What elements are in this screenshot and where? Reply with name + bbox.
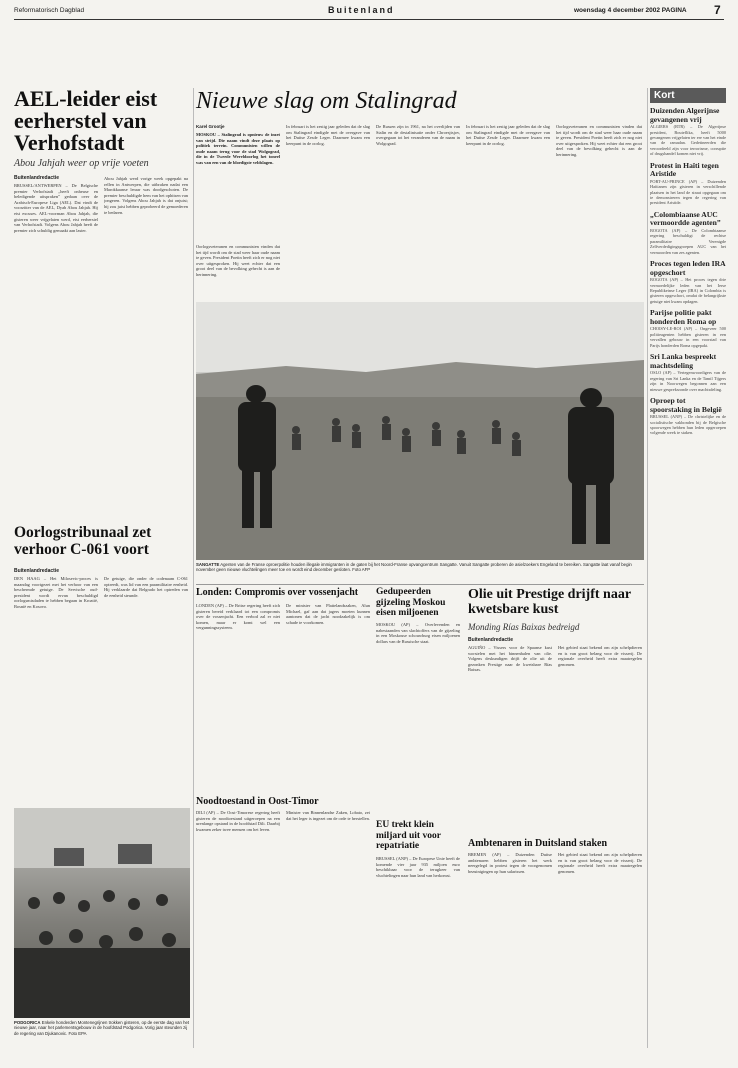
eu-body: BRUSSEL (ANP) – De Europese Unie heeft de komende vier jaar 935 miljoen euro beschikbaar voor de terugkeer van vluchtelingen naar hun land van herkomst. <box>376 856 460 878</box>
ambtenaren-headline: Ambtenaren in Duitsland staken <box>468 838 608 849</box>
kort-item <box>650 211 726 255</box>
stalingrad-column-1: Oorlogsveteranen en communisten vinden dat het tijd wordt om de stad weer haar oude naam te geven. President Poetin heeft zich er nog niet over uitgesproken. Hij weet echter dat een groot deel van de bevolking gehecht is aan de herinnering. <box>196 244 280 277</box>
podgorica-caption-label: PODGORICA <box>14 1020 41 1025</box>
gedupeerden-body: MOSKOU (AP) – Overlevenden en nabestaanden van slachtoffers van de gijzeling in een Moskouse schouwburg eisen miljoenen dollars van de Russische staat. <box>376 622 460 644</box>
kort-item-headline: Duizenden Algerijnse gevangenen vrij <box>650 106 720 124</box>
podgorica-photo-credit: Foto EPA <box>68 1030 87 1036</box>
date-page: woensdag 4 december 2002 PAGINA <box>574 7 687 14</box>
ambtenaren-column-2: Het gebied staat bekend om zijn schelpdieren en is van groot belang voor de visserij. De regionale overheid heeft extra maatregelen genomen. <box>558 852 642 874</box>
kort-item <box>650 309 726 348</box>
ambtenaren-column-1: BREMEN (AP) – Duizenden Duitse ambtenaren hebben gisteren het werk neergelegd in protest tegen de voorgenomen bezuinigingen op hun salarissen. <box>468 852 552 874</box>
kort-item <box>650 353 726 392</box>
stalingrad-column-5: Oorlogsveteranen en communisten vinden dat het tijd wordt om de stad weer haar oude naam te geven. President Poetin heeft zich er nog niet over uitgesproken. Hij weet echter dat een groot deel van de bevolking gehecht is aan de herinnering. <box>556 124 642 157</box>
stalingrad-lead: MOSKOU – Stalingrad is opnieuw de inzet van strijd. Die naam vindt deze plaats op politiek terrein. Communisten willen de oude naam terug voor de stad Wolgograd, die in de Tweede Wereldoorlog het toneel was van een van de bloedigste veldslagen. <box>196 132 280 165</box>
londen-column-1: LONDEN (AP) – De Britse regering heeft zich gisteren bereid verklaard tot een compromis over de vossenjacht. Een verbod zal er niet komen, maar er komt wel een vergunningssysteem. <box>196 603 280 631</box>
prestige-column-2: Het gebied staat bekend om zijn schelpdieren en is van groot belang voor de visserij. De regionale overheid heeft extra maatregelen genomen. <box>558 645 642 667</box>
section-rule <box>196 584 644 585</box>
stalingrad-headline: Nieuwe slag om Stalingrad <box>196 88 457 114</box>
sangatte-photo-credit: Foto AFP <box>352 567 371 573</box>
noodtoestand-column-2: Minister van Binnenlandse Zaken, Lobato, zei dat het leger is ingezet om de orde te herstellen. <box>286 810 370 821</box>
ael-column-1: BRUSSEL/ANTWERPEN – De Belgische premier Verhofstadt „heeft onheuse en beledigende uitspraken” gedaan over de Arabisch-Europese Liga (AEL). Dat vindt de voorzitter van de AEL, Dyab Abou Jahjah. Hij eist excuses. AEL-voorman Abou Jahjah, die gisteren weer vrijgelaten werd, eist eerherstel van Verhofstadt. Volgens Abou Jahjah heeft de premier zich schuldig gemaakt aan laster. <box>14 183 98 233</box>
ael-column-2: Abou Jahjah werd vorige week opgepakt na rellen in Antwerpen, die uitbraken nadat een Marokkaanse leraar was doodgeschoten. De premier beschuldigde hem van het ophitsen van jongeren. Volgens Abou Jahjah is dat onjuist; hij zou juist hebben geprobeerd de gemoederen te bedaren. <box>104 176 188 215</box>
kort-item-text: CHOISY-LE-ROI (AP) – Ongeveer 500 politieagenten hebben gisteren in een vervallen gebouw in een voorstad van Parijs honderden Roma opgepakt. <box>650 326 726 348</box>
sangatte-photo-scene <box>196 302 644 560</box>
kort-list <box>650 107 726 436</box>
kort-item-text: BOGOTA (AP) – Het proces tegen drie vermoedelijke leden van het Ierse Republikeinse Leger (IRA) in Colombia is gisteren opgeschort, omdat de belangrijkste getuige niet kwam opdagen. <box>650 277 726 304</box>
kort-item-headline: Proces tegen leden IRA opgeschort <box>650 259 726 277</box>
podgorica-caption-text: Enkele honderden Montenegrijnen trokken gisteren, op de eerste dag van het nieuwe jaar, naar het parlementsgebouw in de hoofdstad Podgorica. Vorig jaar steunden zij de regering van Djukanovic. <box>14 1020 190 1036</box>
masthead-rule <box>14 19 724 20</box>
prestige-kicker: Buitenlandredactie <box>468 637 514 643</box>
gedupeerden-headline: Gedupeerden gijzeling Moskou eisen miljoenen <box>376 587 446 618</box>
ael-headline: AEL-leider eist eerherstel van Verhofstadt <box>14 86 158 155</box>
kort-item-headline: Protest in Haïti tegen Aristide <box>650 160 719 179</box>
stalingrad-column-2: In februari is het zestig jaar geleden dat de slag om Stalingrad eindigde met de overgave van het Duitse Zesde Leger. Daarmee kwam een keerpunt in de oorlog. <box>286 124 370 146</box>
page-number: 7 <box>714 3 721 17</box>
kort-item-headline: Sri Lanka bespreekt machtsdeling <box>650 352 717 370</box>
eu-headline: EU trekt klein miljard uit voor repatriatie <box>376 820 441 851</box>
tribunaal-column-1: DEN HAAG – Het Milosevic-proces is maandag voortgezet met het verhoor van een beschermde getuige. De Servische oud-president wordt ervan beschuldigd oorlogsmisdaden te hebben begaan in Kroatië, Bosnië en Kosovo. <box>14 576 98 609</box>
tribunaal-kicker: Buitenlandredactie <box>14 568 60 574</box>
kort-item <box>650 397 726 436</box>
paper-name: Reformatorisch Dagblad <box>14 7 85 14</box>
sangatte-caption-text: Agenten van de Franse oproerpolitie houden illegale immigranten in de gaten bij het Noord-Franse opvangcentrum Sangatte. Vanuit Sangatte proberen de asielzoekers Engeland te bereiken. Sangatte laat vanaf begin november geen nieuwe vluchtelingen meer toe en wordt eind december gesloten. <box>196 562 632 573</box>
sangatte-caption <box>196 562 644 582</box>
stalingrad-column-4: In februari is het zestig jaar geleden dat de slag om Stalingrad eindigde met de overgave van het Duitse Zesde Leger. Daarmee kwam een keerpunt in de oorlog. <box>466 124 550 146</box>
kort-item <box>650 107 726 157</box>
stalingrad-column-3: De Russen zijn in 1961, na het overlijden van Stalin en de destalinisatie onder Chroesjtsjov, overgegaan tot het veranderen van de naam in Wolgograd. <box>376 124 460 146</box>
noodtoestand-headline: Noodtoestand in Oost-Timor <box>196 796 319 807</box>
tribunaal-column-2: De getuige, die onder de codenaam C-061 optreedt, was lid van een paramilitaire eenheid. Hij verklaarde dat Belgrado het optreden van de eenheid steunde. <box>104 576 188 598</box>
sangatte-caption-label: SANGATTE <box>196 562 220 567</box>
column-rule <box>647 88 648 1048</box>
kort-item-text: ALGIERS (RTR) – De Algerijnse president, Bouteflika, heeft 5000 gevangenen vrijgelaten ter ere van het einde van de ramadan. Gedetineerden die veroordeeld zijn voor terrorisme, corruptie of drugshandel komen niet vrij. <box>650 124 726 157</box>
kort-item-text: PORT-AU-PRINCE (AP) – Duizenden Haïtianen zijn gisteren in verschillende plaatsen in het land de straat opgegaan om te demonstreren tegen de regering van president Aristide. <box>650 178 726 206</box>
kort-item-headline: Oproep tot spoorstaking in België <box>650 395 722 414</box>
podgorica-caption <box>14 1020 190 1054</box>
kort-item <box>650 162 726 206</box>
noodtoestand-column-1: DILI (AP) – De Oost-Timorese regering heeft gisteren de noodtoestand uitgeroepen na een urenlange opstand in de hoofdstad Dili. Daarbij kwamen zeker twee mensen om het leven. <box>196 810 280 832</box>
tribunaal-headline: Oorlogstribunaal zet verhoor C-061 voort <box>14 524 152 558</box>
column-rule <box>193 88 194 1048</box>
podgorica-photo-scene <box>14 808 190 1018</box>
podgorica-photo <box>14 808 190 1018</box>
prestige-headline: Olie uit Prestige drijft naar kwetsbare kust <box>468 587 631 617</box>
kort-item-text: BRUSSEL (ANP) – De christelijke en de socialistische vakbonden bij de Belgische spoorwegen hebben hun leden opgeroepen volgende week te staken. <box>650 414 726 436</box>
londen-headline: Londen: Compromis over vossenjacht <box>196 587 359 598</box>
kort-item-headline: „Colombiaanse AUC vermoordde agenten” <box>650 209 721 228</box>
section-title: Buitenland <box>328 5 395 15</box>
ael-kicker: Buitenlandredactie <box>14 175 60 181</box>
sangatte-photo <box>196 302 644 560</box>
kort-item-text: OSLO (AP) – Vertegenwoordigers van de regering van Sri Lanka en de Tamil Tijgers zijn in Noorwegen begonnen aan een nieuwe gespreksronde over machtsdeling. <box>650 370 726 392</box>
prestige-subheadline: Monding Rías Baixas bedreigd <box>468 622 580 632</box>
prestige-column-1: AGUIÑO – Vissers voor de Spaanse kust worstelen met het binnenhalen van olie. Volgens deskundigen drijft de olie uit de gezonken Prestige naar de kwetsbare Rías Baixas. <box>468 645 552 673</box>
kort-sidebar <box>650 88 726 1060</box>
kort-item-text: BOGOTA (AP) – De Colombiaanse regering beschuldigt de rechtse paramilitaire Verenigde Zelfverdedigingsgroepen AUC van het vermoorden van zes agenten. <box>650 228 726 255</box>
londen-column-2: De minister van Plattelandszaken, Alun Michael, gaf aan dat jagers moeten kunnen aantonen dat de jacht noodzakelijk is om schade te voorkomen. <box>286 603 370 625</box>
ael-subheadline: Abou Jahjah weer op vrije voeten <box>14 158 149 169</box>
stalingrad-byline: Karel Grootje <box>196 124 225 129</box>
masthead <box>14 3 724 18</box>
kort-item-headline: Parijse politie pakt honderden Roma op <box>650 308 717 326</box>
kort-title: Kort <box>650 88 726 103</box>
kort-item <box>650 260 726 304</box>
